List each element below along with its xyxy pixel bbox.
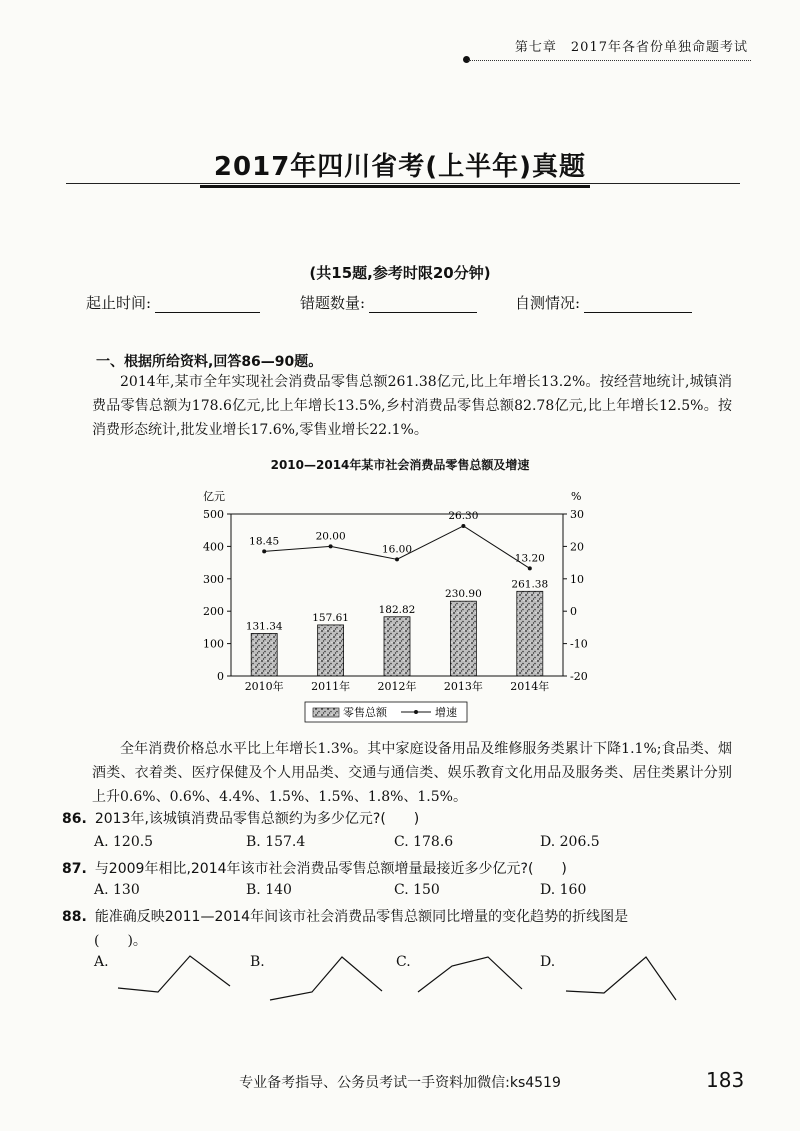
question-87 — [62, 858, 567, 878]
growth-rate-label: 20.00 — [315, 530, 346, 543]
category-label: 2012年 — [377, 680, 417, 693]
blank-line[interactable] — [155, 296, 260, 313]
chart-title: 2010—2014年某市社会消费品零售总额及增速 — [270, 458, 530, 472]
bar — [450, 601, 476, 676]
growth-rate-point — [528, 566, 532, 570]
left-tick-label: 100 — [203, 637, 224, 651]
running-header: 第七章 2017年各省份单独命题考试 — [514, 40, 748, 55]
material-paragraph-1: 2014年,某市全年实现社会消费品零售总额261.38亿元,比上年增长13.2%。按经营地统计,城镇消费品零售总额为178.6亿元,比上年增长13.5%,乡村消费品零售总额82.78亿元,比上年增长12.5%。按消费形态统计,批发业增长17.6%,零售业增长22.1%。 — [92, 374, 732, 438]
question-number: 88. — [62, 909, 87, 925]
growth-rate-label: 18.45 — [249, 535, 280, 548]
growth-rate-point — [262, 549, 266, 553]
question-86 — [62, 808, 419, 828]
right-tick-label: 0 — [570, 605, 577, 619]
category-label: 2010年 — [244, 680, 284, 693]
question-text: 2013年,该城镇消费品零售总额约为多少亿元?( ) — [94, 811, 420, 827]
section-heading: 一、根据所给资料,回答86—90题。 — [96, 354, 323, 370]
fill-field-label: 错题数量: — [300, 294, 366, 312]
bar — [318, 625, 344, 676]
header-divider — [468, 60, 751, 61]
growth-rate-label: 13.20 — [514, 552, 545, 565]
question-88-paren: ( )。 — [94, 933, 147, 949]
left-tick-label: 400 — [203, 540, 224, 554]
question-text: 能准确反映2011—2014年间该市社会消费品零售总额同比增量的变化趋势的折线图是 — [94, 909, 629, 925]
growth-rate-label: 16.00 — [381, 543, 413, 556]
option-c-line-graph — [418, 957, 522, 992]
option-c[interactable]: C. — [396, 954, 411, 970]
growth-rate-point — [461, 524, 465, 528]
title-rule-bold — [200, 185, 590, 188]
left-tick-label: 200 — [203, 605, 224, 619]
material-paragraph-2: 全年消费价格总水平比上年增长1.3%。其中家庭设备用品及维修服务类累计下降1.1%;食品类、烟酒类、衣着类、医疗保健及个人用品类、交通与通信类、娱乐教育文化用品及服务类、居住类累计分别上升0.6%、0.6%、4.4%、1.5%、1.5%、1.8%、1.5%。 — [92, 741, 732, 805]
legend-bar-swatch — [313, 708, 339, 717]
fill-field-self-test — [515, 292, 692, 313]
page-title: 2017年四川省考(上半年)真题 — [213, 152, 587, 182]
question-text: 与2009年相比,2014年该市社会消费品零售总额增量最接近多少亿元?( ) — [94, 861, 567, 877]
option-line-graphs — [94, 952, 694, 1012]
option-a[interactable]: A. — [94, 954, 109, 970]
option-a-line-graph — [118, 956, 230, 992]
bar-value-label: 261.38 — [511, 578, 549, 591]
option-d[interactable]: D. 206.5 — [540, 834, 600, 850]
option-c[interactable]: C. 178.6 — [394, 834, 454, 850]
title-rule — [66, 183, 740, 184]
option-a[interactable]: A. 120.5 — [94, 834, 154, 850]
option-c[interactable]: C. 150 — [394, 882, 440, 898]
category-label: 2011年 — [311, 680, 351, 693]
bar-value-label: 182.82 — [378, 603, 416, 616]
option-d[interactable]: D. 160 — [540, 882, 587, 898]
retail-sales-chart — [195, 480, 615, 730]
question-87-options — [94, 882, 744, 902]
growth-rate-point — [329, 544, 333, 548]
blank-line[interactable] — [369, 296, 477, 313]
right-axis-unit: % — [571, 490, 582, 503]
page-number: 183 — [706, 1068, 745, 1092]
legend-line-label: 增速 — [435, 706, 457, 719]
option-b[interactable]: B. — [250, 954, 265, 970]
growth-rate-point — [395, 557, 399, 561]
bar — [384, 617, 410, 676]
left-tick-label: 0 — [217, 670, 224, 683]
left-tick-label: 300 — [203, 572, 224, 586]
bar-value-label: 157.61 — [312, 611, 349, 624]
subtitle: (共15题,参考时限20分钟) — [309, 264, 491, 282]
question-86-options — [94, 834, 744, 854]
option-d-line-graph — [566, 957, 676, 1000]
category-label: 2013年 — [443, 680, 483, 693]
category-label: 2014年 — [510, 680, 550, 693]
left-axis-unit: 亿元 — [203, 490, 225, 503]
bar-value-label: 230.90 — [445, 588, 482, 601]
option-b-line-graph — [270, 957, 382, 1000]
blank-line[interactable] — [584, 296, 692, 313]
bar — [517, 591, 543, 676]
question-number: 87. — [62, 861, 87, 877]
growth-rate-label: 26.30 — [448, 509, 479, 522]
right-tick-label: -10 — [570, 637, 588, 651]
question-number: 86. — [62, 811, 87, 827]
fill-field-label: 自测情况: — [515, 294, 581, 312]
fill-field-label: 起止时间: — [86, 294, 152, 312]
option-d[interactable]: D. — [540, 954, 556, 970]
right-tick-label: 10 — [570, 572, 584, 586]
right-tick-label: 20 — [570, 540, 584, 554]
option-b[interactable]: B. 157.4 — [246, 834, 306, 850]
question-88 — [62, 906, 742, 926]
option-a[interactable]: A. 130 — [94, 882, 140, 898]
left-tick-label: 500 — [203, 508, 224, 521]
option-b[interactable]: B. 140 — [246, 882, 292, 898]
right-tick-label: -20 — [570, 670, 588, 683]
legend-line-marker — [414, 710, 418, 714]
footer-note: 专业备考指导、公务员考试一手资料加微信:ks4519 — [239, 1075, 561, 1091]
question-88-options — [94, 952, 694, 1012]
bar — [251, 633, 277, 676]
fill-field-start-time — [86, 292, 260, 313]
right-tick-label: 30 — [570, 508, 584, 521]
legend-bar-label: 零售总额 — [343, 706, 387, 719]
bar-value-label: 131.34 — [245, 620, 283, 633]
fill-field-error-count — [300, 292, 477, 313]
